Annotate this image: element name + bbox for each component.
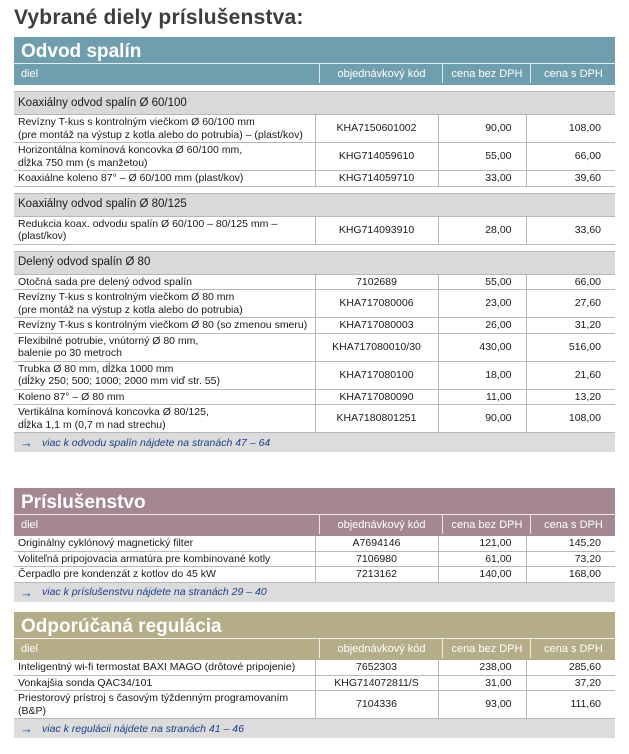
arrow-right-icon: → [20,584,33,600]
price-net: 430,00 [438,333,526,361]
part-name: Vertikálna komínová koncovka Ø 80/125, dĺžka 1,1 m (0,7 m nad strechu) [14,405,315,433]
part-name: Revízny T-kus s kontrolným viečkom Ø 80 (so zmenou smeru) [14,318,315,334]
more-link[interactable] [14,719,615,738]
order-code: 7652303 [315,660,438,675]
section-header [14,612,615,660]
price-gross: 13,20 [526,389,615,405]
part-name: Trubka Ø 80 mm, dĺžka 1000 mm (dĺžky 250; 500; 1000; 2000 mm viď str. 55) [14,361,315,389]
price-gross: 145,20 [526,536,615,551]
order-code: A7694146 [315,536,438,551]
order-code: 7213162 [315,567,438,583]
order-code: 7106980 [315,551,438,567]
price-gross: 66,00 [526,274,615,290]
table-row [14,361,615,389]
order-code: KHA717080010/30 [315,333,438,361]
col-header-price-gross: cena s DPH [530,64,616,83]
table-row [14,551,615,567]
col-header-price-net: cena bez DPH [442,64,531,83]
col-header-code: objednávkový kód [319,639,443,658]
price-net: 61,00 [438,551,526,567]
table-row [14,536,615,551]
part-name: Čerpadlo pre kondenzát z kotlov do 45 kW [14,567,315,583]
price-gross: 285,60 [526,660,615,675]
part-name: Otočná sada pre delený odvod spalín [14,274,315,290]
table-row [14,216,615,244]
arrow-right-icon: → [20,721,33,736]
section-title: Príslušenstvo [21,492,146,513]
price-gross: 516,00 [526,333,615,361]
price-gross: 33,60 [526,216,615,244]
order-code: KHA7180801251 [315,405,438,433]
table-row [14,691,615,719]
order-code: KHA717080006 [315,290,438,318]
section-header [14,488,615,536]
price-gross: 108,00 [526,115,615,143]
group-header [14,193,615,216]
order-code: 7102689 [315,274,438,290]
order-code: KHA717080100 [315,361,438,389]
table-row [14,333,615,361]
table-row [14,405,615,433]
order-code: KHG714093910 [315,216,438,244]
part-name: Revízny T-kus s kontrolným viečkom Ø 80 mm (pre montáž na výstup z kotla alebo do potrubia) [14,290,315,318]
more-link[interactable] [14,433,615,452]
part-name: Redukcia koax. odvodu spalín Ø 60/100 – 80/125 mm – (plast/kov) [14,216,315,244]
col-header-part: diel [21,518,39,531]
price-net: 33,00 [438,171,526,187]
group-header [14,251,615,274]
col-header-price-gross: cena s DPH [530,515,616,534]
flue-table [14,85,615,433]
page-title: Vybrané diely príslušenstva: [14,6,304,29]
col-header-price-net: cena bez DPH [442,515,531,534]
price-gross: 37,20 [526,675,615,691]
accessories-table [14,536,615,583]
part-name: Voliteľná pripojovacia armatúra pre kombinované kotly [14,551,315,567]
section-title: Odvod spalín [21,41,142,62]
table-row [14,171,615,187]
part-name: Flexibilné potrubie, vnútorný Ø 80 mm, balenie po 30 metroch [14,333,315,361]
col-header-part: diel [21,642,39,655]
part-name: Priestorový prístroj s časovým týždenným programovaním (B&P) [14,691,315,719]
price-gross: 39,60 [526,171,615,187]
more-link[interactable] [14,583,615,602]
order-code: KHA717080003 [315,318,438,334]
part-name: Originálny cyklónový magnetický filter [14,536,315,551]
order-code: KHA717080090 [315,389,438,405]
more-link-text: viac k príslušenstvu nájdete na stranách 29 – 40 [42,586,267,598]
price-net: 18,00 [438,361,526,389]
regulation-table [14,660,615,719]
price-net: 28,00 [438,216,526,244]
group-title: Delený odvod spalín Ø 80 [14,251,615,274]
price-gross: 27,60 [526,290,615,318]
table-row [14,290,615,318]
part-name: Revízny T-kus s kontrolným viečkom Ø 60/100 mm (pre montáž na výstup z kotla alebo do potrubia) – (plast/kov) [14,115,315,143]
price-gross: 111,60 [526,691,615,719]
price-gross: 108,00 [526,405,615,433]
part-name: Koaxiálne koleno 87° – Ø 60/100 mm (plast/kov) [14,171,315,187]
col-header-code: objednávkový kód [319,515,443,534]
price-gross: 21,60 [526,361,615,389]
price-net: 90,00 [438,115,526,143]
col-header-code: objednávkový kód [319,64,443,83]
group-header [14,92,615,115]
price-net: 238,00 [438,660,526,675]
section-title: Odporúčaná regulácia [21,616,222,637]
col-header-price-net: cena bez DPH [442,639,531,658]
price-net: 26,00 [438,318,526,334]
price-gross: 66,00 [526,143,615,171]
section-regulation [14,612,615,738]
order-code: KHG714059710 [315,171,438,187]
table-row [14,318,615,334]
part-name: Horizontálna komínová koncovka Ø 60/100 mm, dĺžka 750 mm (s manžetou) [14,143,315,171]
table-row [14,660,615,675]
order-code: KHG714059610 [315,143,438,171]
price-net: 31,00 [438,675,526,691]
price-net: 90,00 [438,405,526,433]
col-header-price-gross: cena s DPH [530,639,616,658]
price-gross: 73,20 [526,551,615,567]
part-name: Koleno 87° – Ø 80 mm [14,389,315,405]
order-code: KHA7150601002 [315,115,438,143]
price-net: 140,00 [438,567,526,583]
price-net: 55,00 [438,143,526,171]
order-code: KHG714072811/S [315,675,438,691]
table-row [14,675,615,691]
price-net: 23,00 [438,290,526,318]
col-header-part: diel [21,67,39,80]
arrow-right-icon: → [20,435,33,450]
more-link-text: viac k odvodu spalín nájdete na stranách 47 – 64 [42,436,271,449]
more-link-text: viac k regulácii nájdete na stranách 41 – 46 [42,722,244,735]
price-net: 93,00 [438,691,526,719]
price-gross: 31,20 [526,318,615,334]
section-accessories [14,488,615,602]
table-row [14,274,615,290]
table-row [14,143,615,171]
table-row [14,389,615,405]
price-net: 121,00 [438,536,526,551]
price-gross: 168,00 [526,567,615,583]
part-name: Inteligentný wi-fi termostat BAXI MAGO (drôtové pripojenie) [14,660,315,675]
price-net: 11,00 [438,389,526,405]
section-flue [14,37,615,452]
group-title: Koaxiálny odvod spalín Ø 80/125 [14,193,615,216]
price-net: 55,00 [438,274,526,290]
group-title: Koaxiálny odvod spalín Ø 60/100 [14,92,615,115]
table-row [14,115,615,143]
table-row [14,567,615,583]
order-code: 7104336 [315,691,438,719]
part-name: Vonkajšia sonda QAC34/101 [14,675,315,691]
section-header [14,37,615,85]
